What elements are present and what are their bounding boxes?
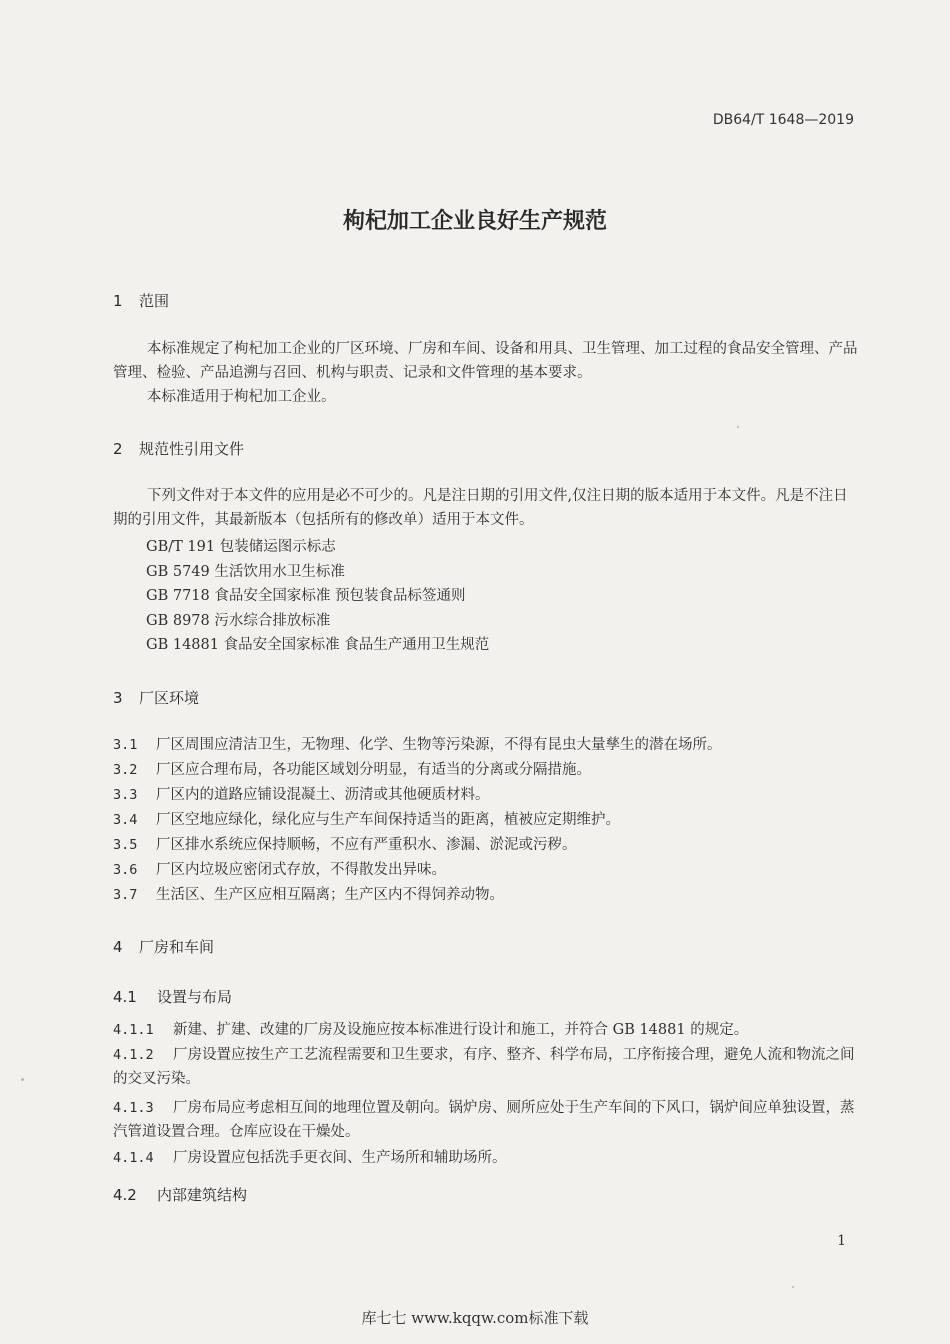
clause-item <box>113 758 858 782</box>
clause-text: 厂区空地应绿化，绿化应与生产车间保持适当的距离，植被应定期维护。 <box>156 812 620 828</box>
paragraph <box>113 337 858 385</box>
section-title: 厂房和车间 <box>139 938 215 956</box>
document-number: DB64/T 1648—2019 <box>712 112 854 128</box>
subsection-number: 4.1 <box>113 988 137 1006</box>
section-heading-3 <box>113 687 199 708</box>
subsection-title: 内部建筑结构 <box>157 1186 248 1204</box>
subsection-heading-4-1 <box>113 986 232 1007</box>
clause-item <box>113 733 858 757</box>
clause-number: 3.7 <box>113 887 138 903</box>
clause-number: 4.1.1 <box>113 1022 154 1038</box>
paragraph <box>113 484 858 532</box>
clause-text: 厂区应合理布局，各功能区域划分明显，有适当的分离或分隔措施。 <box>156 762 591 778</box>
scan-speck <box>737 426 739 428</box>
section-title: 规范性引用文件 <box>139 440 245 458</box>
section-number: 2 <box>113 440 123 458</box>
clause-item <box>113 783 858 807</box>
clause-item <box>113 1146 858 1170</box>
reference-item: GB 14881 食品安全国家标准 食品生产通用卫生规范 <box>146 637 490 653</box>
clause-text: 厂房布局应考虑相互间的地理位置及朝向。锅炉房、厕所应处于生产车间的下风口，锅炉间应单独设置，蒸汽管道设置合理。仓库应设在干燥处。 <box>113 1100 855 1140</box>
page-number: 1 <box>837 1233 846 1249</box>
clause-item <box>113 808 858 832</box>
section-heading-1 <box>113 290 169 311</box>
clause-item <box>113 1043 858 1091</box>
scan-speck <box>21 1078 24 1081</box>
clause-item <box>113 858 858 882</box>
clause-item <box>113 833 858 857</box>
clause-text: 厂区内垃圾应密闭式存放，不得散发出异味。 <box>156 862 446 878</box>
subsection-number: 4.2 <box>113 1186 137 1204</box>
clause-item <box>113 1096 858 1144</box>
clause-text: 厂区排水系统应保持顺畅，不应有严重积水、渗漏、淤泥或污秽。 <box>156 837 577 853</box>
clause-text: 生活区、生产区应相互隔离；生产区内不得饲养动物。 <box>156 887 504 903</box>
reference-item: GB 8978 污水综合排放标准 <box>146 613 331 629</box>
clause-number: 3.5 <box>113 837 138 853</box>
clause-number: 3.2 <box>113 762 138 778</box>
reference-item: GB/T 191 包装储运图示标志 <box>146 539 336 555</box>
clause-number: 3.6 <box>113 862 138 878</box>
section-heading-4 <box>113 936 214 957</box>
footer-watermark: 库七七 www.kqqw.com标准下载 <box>361 1309 589 1327</box>
clause-text: 厂房设置应包括洗手更衣间、生产场所和辅助场所。 <box>173 1150 507 1166</box>
paragraph-text: 下列文件对于本文件的应用是必不可少的。凡是注日期的引用文件,仅注日期的版本适用于本文件。凡是不注日期的引用文件，其最新版本（包括所有的修改单）适用于本文件。 <box>113 488 848 528</box>
section-number: 3 <box>113 689 123 707</box>
subsection-title: 设置与布局 <box>157 988 233 1006</box>
clause-text: 厂区内的道路应铺设混凝土、沥清或其他硬质材料。 <box>156 787 490 803</box>
clause-text: 厂房设置应按生产工艺流程需要和卫生要求，有序、整齐、科学布局，工序衔接合理，避免人流和物流之间的交叉污染。 <box>113 1047 855 1087</box>
paragraph-text: 本标准适用于枸杞加工企业。 <box>147 389 336 405</box>
paragraph <box>113 385 858 409</box>
subsection-heading-4-2 <box>113 1184 247 1205</box>
clause-number: 4.1.3 <box>113 1100 154 1116</box>
section-title: 厂区环境 <box>139 689 200 707</box>
scan-speck <box>792 1286 794 1288</box>
reference-item: GB 5749 生活饮用水卫生标准 <box>146 564 345 580</box>
section-number: 4 <box>113 938 123 956</box>
clause-number: 4.1.4 <box>113 1150 154 1166</box>
clause-number: 3.4 <box>113 812 138 828</box>
section-number: 1 <box>113 292 123 310</box>
clause-text: 新建、扩建、改建的厂房及设施应按本标准进行设计和施工，并符合 GB 14881 的规定。 <box>173 1022 749 1038</box>
page-title: 枸杞加工企业良好生产规范 <box>342 209 607 234</box>
clause-text: 厂区周围应清洁卫生，无物理、化学、生物等污染源，不得有昆虫大量孳生的潜在场所。 <box>156 737 722 753</box>
clause-number: 4.1.2 <box>113 1047 154 1063</box>
clause-number: 3.3 <box>113 787 138 803</box>
clause-item <box>113 1018 858 1042</box>
section-title: 范围 <box>139 292 170 310</box>
paragraph-text: 本标准规定了枸杞加工企业的厂区环境、厂房和车间、设备和用具、卫生管理、加工过程的食品安全管理、产品管理、检验、产品追溯与召回、机构与职责、记录和文件管理的基本要求。 <box>113 341 858 381</box>
reference-item: GB 7718 食品安全国家标准 预包装食品标签通则 <box>146 588 466 604</box>
clause-number: 3.1 <box>113 737 138 753</box>
clause-item <box>113 883 858 907</box>
section-heading-2 <box>113 438 244 459</box>
